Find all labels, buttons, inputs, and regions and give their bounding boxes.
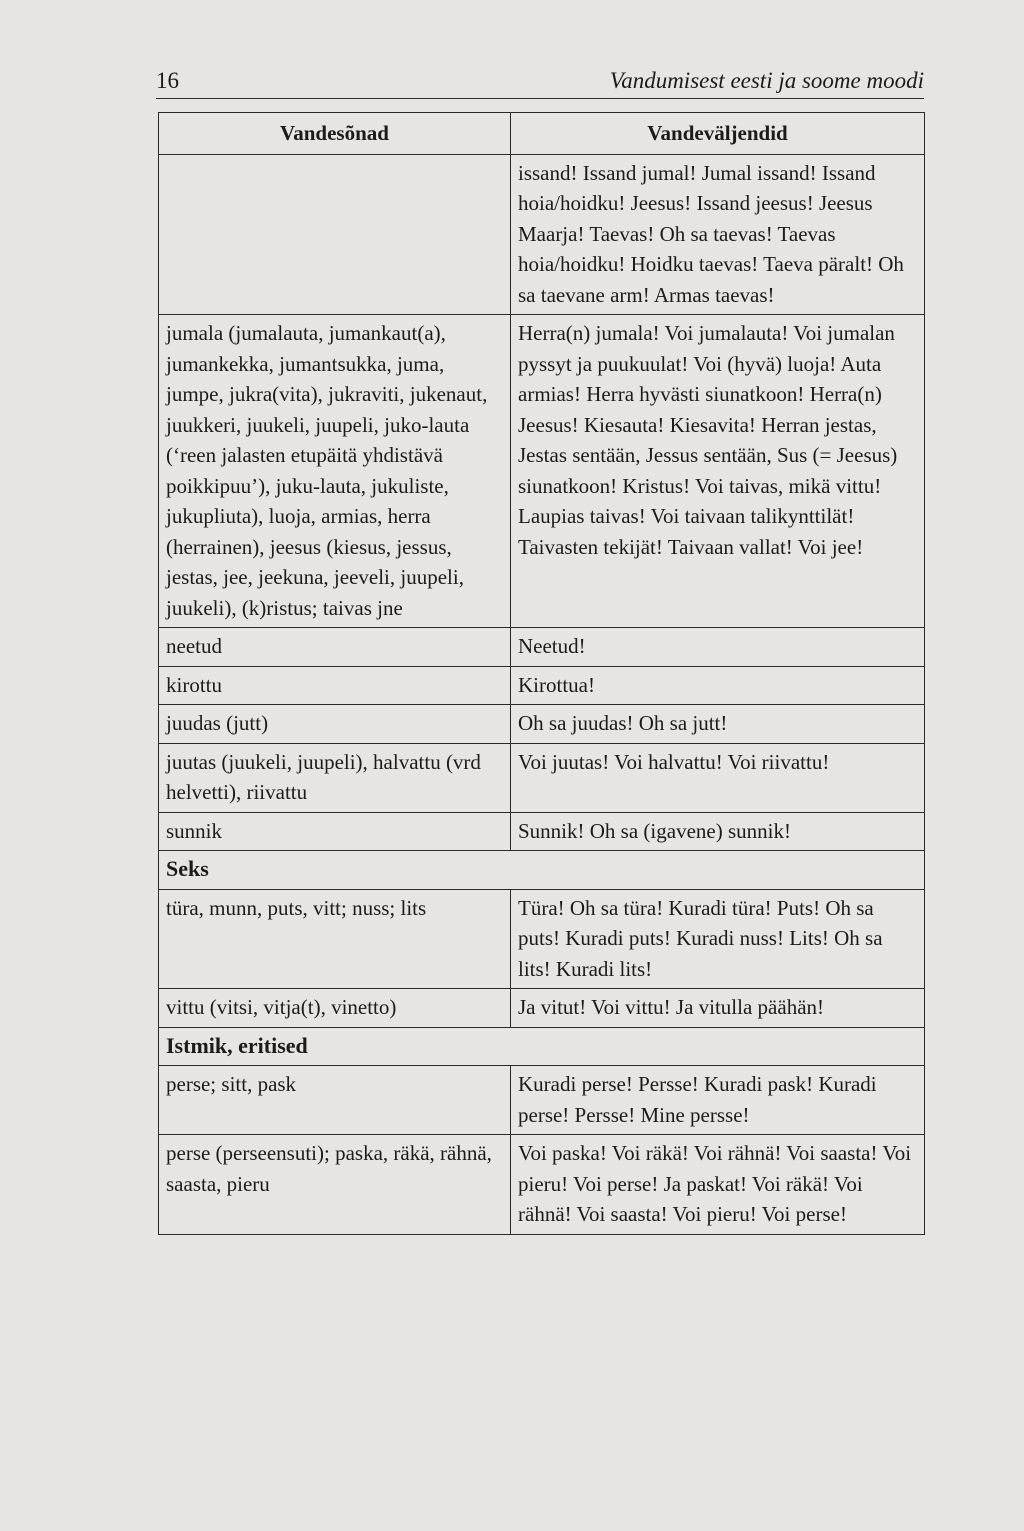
table-row [159,1066,925,1135]
swearword-cell [159,154,511,315]
swearword-cell: sunnik [159,812,511,851]
expression-cell: Türa! Oh sa türa! Kuradi türa! Puts! Oh sa puts! Kuradi puts! Kuradi nuss! Lits! Oh sa lits! Kuradi lits! [511,889,925,989]
swearword-cell: juudas (jutt) [159,705,511,744]
swearword-cell: juutas (juukeli, juupeli), halvattu (vrd helvetti), riivattu [159,743,511,812]
swearword-cell: türa, munn, puts, vitt; nuss; lits [159,889,511,989]
expression-cell: Oh sa juudas! Oh sa jutt! [511,705,925,744]
table-row [159,812,925,851]
page-header [156,62,924,99]
expression-cell: Herra(n) jumala! Voi jumalauta! Voi jumalan pyssyt ja puukuulat! Voi (hyvä) luoja! Auta armias! Herra hyvästi siunatkoon! Herra(n) Jeesus! Kiesauta! Kiesavita! Herran jestas, Jestas sentään, Jessus sentään, Sus (= Jeesus) siunatkoon! Kristus! Voi taivas, mikä vittu! Laupias taivas! Voi taivaan talikynttilät! Taivasten tekijät! Taivaan vallat! Voi jee! [511,315,925,628]
table-row [159,705,925,744]
column-header-swearwords: Vandesõnad [159,113,511,155]
table-row [159,666,925,705]
expression-cell: Voi paska! Voi räkä! Voi rähnä! Voi saasta! Voi pieru! Voi perse! Ja paskat! Voi räkä! Voi rähnä! Voi saasta! Voi pieru! Voi perse! [511,1135,925,1235]
table-row [159,989,925,1028]
expression-cell: Kirottua! [511,666,925,705]
table-row [159,628,925,667]
section-row [159,1027,925,1066]
swearword-cell: perse (perseensuti); paska, räkä, rähnä, saasta, pieru [159,1135,511,1235]
swearword-table [158,112,925,1235]
table-header-row [159,113,925,155]
expression-cell: Kuradi perse! Persse! Kuradi pask! Kuradi perse! Persse! Mine persse! [511,1066,925,1135]
table-row [159,315,925,628]
table-row [159,743,925,812]
expression-cell: Neetud! [511,628,925,667]
section-row [159,851,925,890]
swearword-cell: neetud [159,628,511,667]
expression-cell: issand! Issand jumal! Jumal issand! Issand hoia/hoidku! Jeesus! Issand jeesus! Jeesus Maarja! Taevas! Oh sa taevas! Taevas hoia/hoidku! Hoidku taevas! Taeva päralt! Oh sa taevane arm! Armas taevas! [511,154,925,315]
table-row [159,1135,925,1235]
table-row [159,154,925,315]
section-heading: Seks [159,851,925,890]
swearword-cell: jumala (jumalauta, jumankaut(a), jumankekka, jumantsukka, juma, jumpe, jukra(vita), jukraviti, jukenaut, juukkeri, juukeli, juupeli, juko-lauta (‘reen jalasten etupäitä yhdistävä poikkipuu’), juku-lauta, jukuliste, jukupliuta), luoja, armias, herra (herrainen), jeesus (kiesus, jessus, jestas, jee, jeekuna, jeeveli, juupeli, juukeli), (k)ristus; taivas jne [159,315,511,628]
running-title: Vandumisest eesti ja soome moodi [609,68,924,93]
table-row [159,889,925,989]
expression-cell: Sunnik! Oh sa (igavene) sunnik! [511,812,925,851]
swearword-cell: perse; sitt, pask [159,1066,511,1135]
expression-cell: Voi juutas! Voi halvattu! Voi riivattu! [511,743,925,812]
expression-cell: Ja vitut! Voi vittu! Ja vitulla päähän! [511,989,925,1028]
page-number: 16 [156,68,179,93]
swearword-cell: kirottu [159,666,511,705]
column-header-expressions: Vandeväljendid [511,113,925,155]
swearword-cell: vittu (vitsi, vitja(t), vinetto) [159,989,511,1028]
section-heading: Istmik, eritised [159,1027,925,1066]
table-body [159,154,925,1234]
